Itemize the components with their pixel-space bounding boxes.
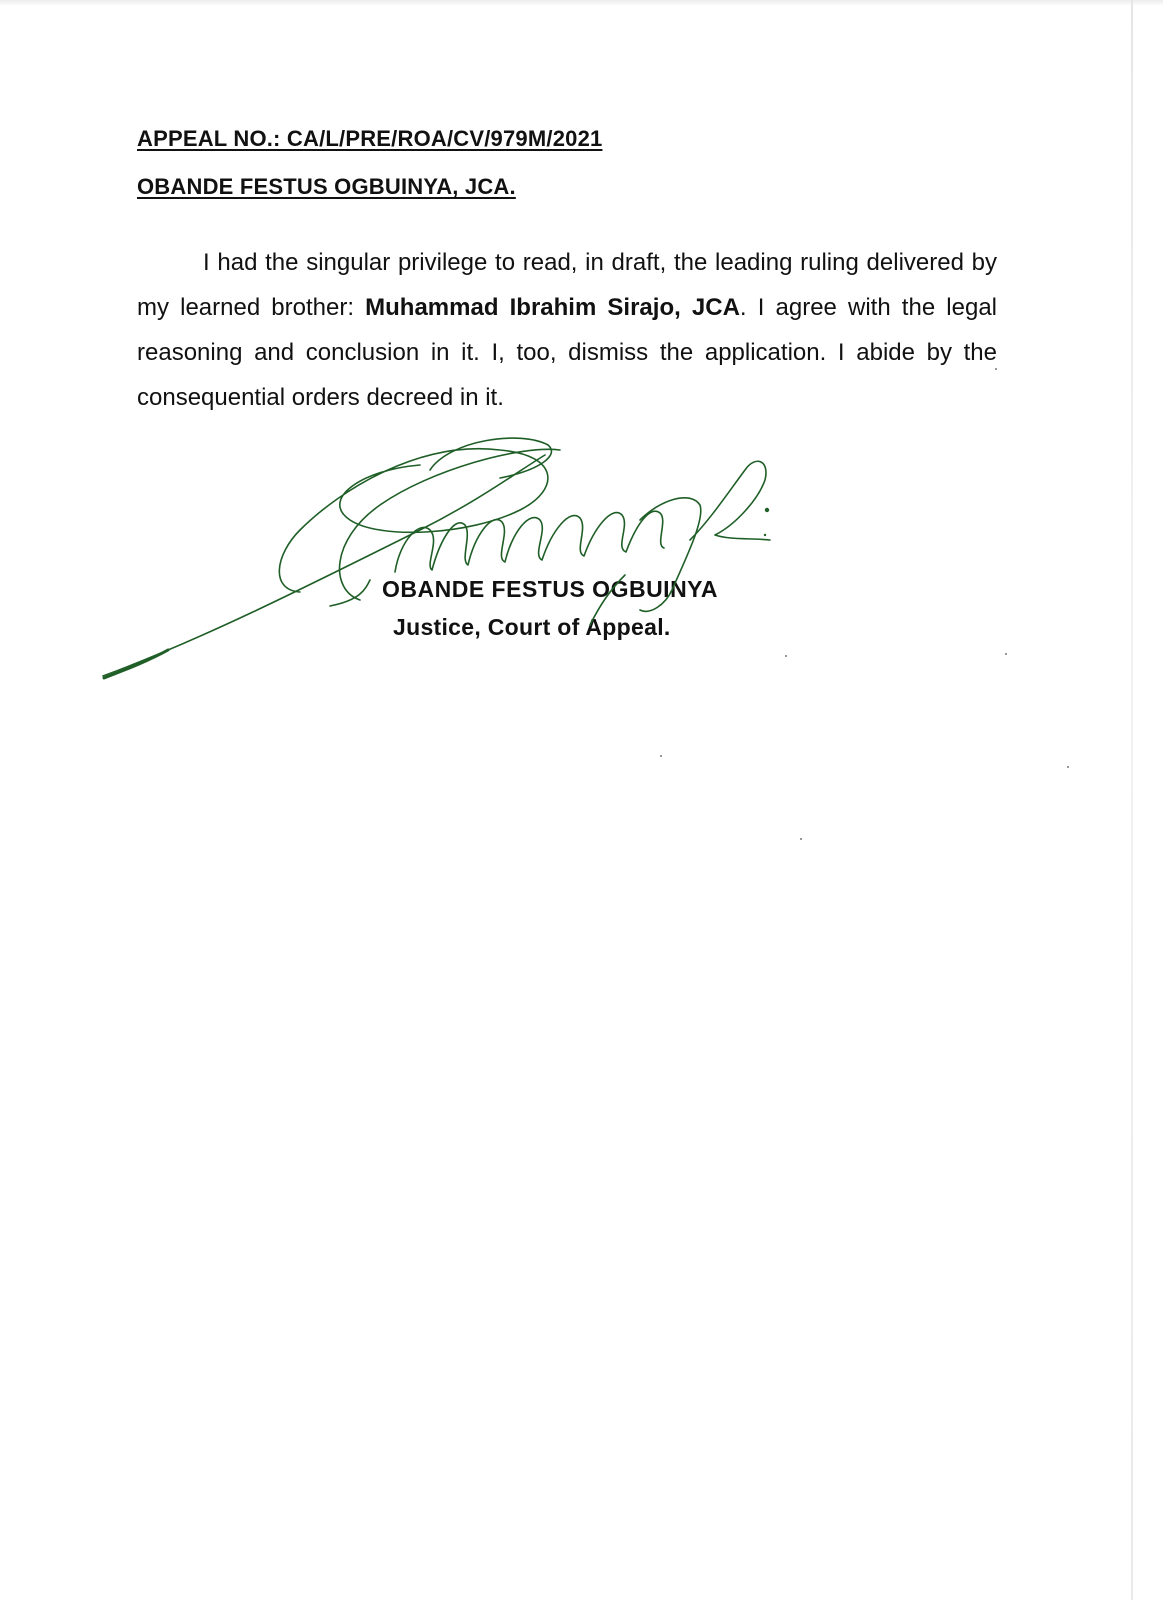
paragraph-text-start: I had the singular privilege to read, in draft, the leading ruling delivered by my learned brother: — [137, 249, 997, 321]
scan-speck — [995, 368, 997, 370]
scan-shadow-edge — [1131, 0, 1133, 1600]
scan-speck — [785, 655, 787, 657]
scan-speck — [1067, 766, 1069, 768]
judge-name-heading: OBANDE FESTUS OGBUINYA, JCA. — [137, 174, 516, 199]
leading-judge-name: Muhammad Ibrahim Sirajo, JCA — [365, 294, 740, 321]
scan-speck — [800, 838, 802, 840]
scan-speck — [660, 755, 662, 757]
signatory-name: OBANDE FESTUS OGBUINYA — [382, 576, 719, 602]
paragraph-text-end: . I agree with the legal reasoning and conclusion in it. I, too, dismiss the application. I abide by the consequential orders decreed in it. — [137, 294, 998, 411]
appeal-number-heading: APPEAL NO.: CA/L/PRE/ROA/CV/979M/2021 — [137, 126, 603, 151]
ruling-paragraph — [137, 240, 997, 420]
scan-shadow-top — [0, 0, 1163, 6]
scan-speck — [1005, 653, 1007, 655]
signatory-title: Justice, Court of Appeal. — [393, 614, 671, 640]
